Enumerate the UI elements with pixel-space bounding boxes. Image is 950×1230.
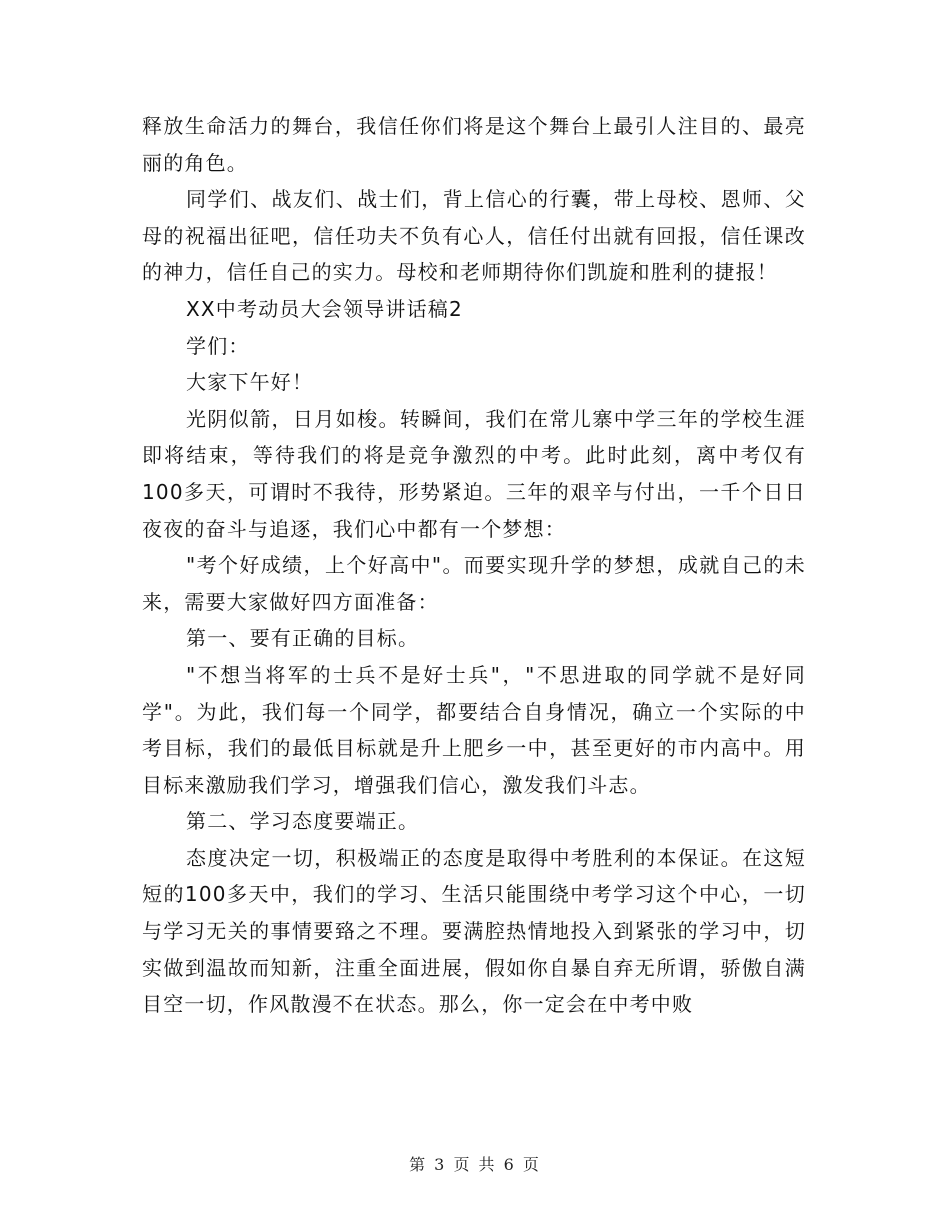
- paragraph: "不想当将军的士兵不是好士兵"，"不思进取的同学就不是好同学"。为此，我们每一个同学，都要结合自身情况，确立一个实际的中考目标，我们的最低目标就是升上肥乡一中，甚至更好的市内高中。用目标来激励我们学习，增强我们信心，激发我们斗志。: [142, 662, 806, 797]
- section-heading: XX中考动员大会领导讲话稿2: [186, 296, 463, 321]
- paragraph: 同学们、战友们、战士们，背上信心的行囊，带上母校、恩师、父母的祝福出征吧，信任功夫不负有心人，信任付出就有回报，信任课改的神力，信任自己的实力。母校和老师期待你们凯旋和胜利的捷报！: [142, 187, 806, 285]
- greeting: 大家下午好！: [186, 370, 314, 395]
- point-heading-second: 第二、学习态度要端正。: [186, 809, 420, 834]
- paragraph: 光阴似箭，日月如梭。转瞬间，我们在常儿寨中学三年的学校生涯即将结束，等待我们的将是竞争激烈的中考。此时此刻，离中考仅有100多天，可谓时不我待，形势紧迫。三年的艰辛与付出，一千个日日夜夜的奋斗与追逐，我们心中都有一个梦想：: [142, 406, 806, 541]
- paragraph: "考个好成绩，上个好高中"。而要实现升学的梦想，成就自己的未来，需要大家做好四方面准备：: [142, 553, 806, 614]
- paragraph: 释放生命活力的舞台，我信任你们将是这个舞台上最引人注目的、最亮丽的角色。: [142, 114, 806, 175]
- document-body: [142, 108, 806, 1023]
- page-number-footer: 第 3 页 共 6 页: [409, 1155, 541, 1174]
- salutation: 学们：: [186, 333, 250, 358]
- point-heading-first: 第一、要有正确的目标。: [186, 626, 420, 651]
- paragraph: 态度决定一切，积极端正的态度是取得中考胜利的本保证。在这短短的100多天中，我们的学习、生活只能围绕中考学习这个中心，一切与学习无关的事情要臵之不理。要满腔热情地投入到紧张的学习中，切实做到温故而知新，注重全面进展，假如你自暴自弃无所谓，骄傲自满目空一切，作风散漫不在状态。那么，你一定会在中考中败: [142, 845, 806, 1017]
